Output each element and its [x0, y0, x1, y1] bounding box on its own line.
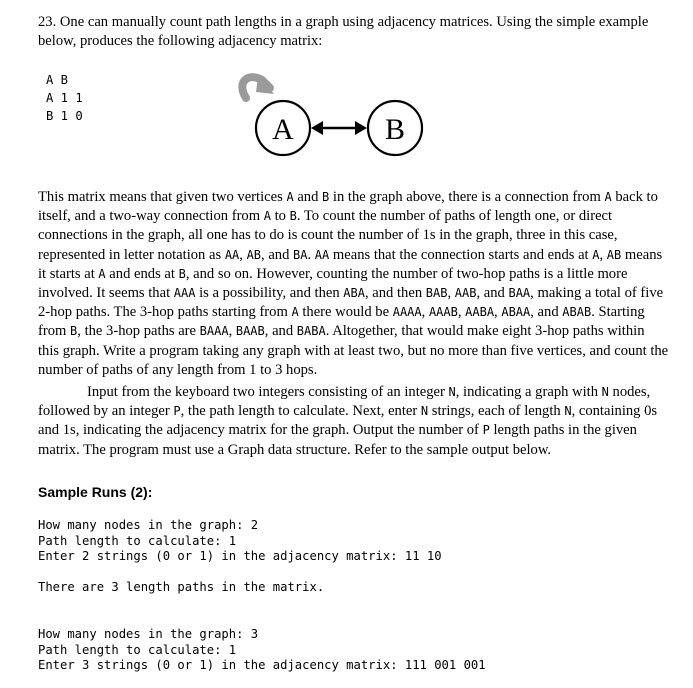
inline-code: N	[564, 404, 572, 419]
inline-code: BA	[293, 247, 308, 262]
inline-code: A	[263, 209, 271, 224]
text-run: , making a total of five	[530, 285, 664, 301]
paragraph-line	[38, 207, 612, 226]
inline-code: BAAA	[199, 324, 229, 339]
inline-code: P	[173, 404, 181, 419]
text-run: , and so on. However, counting the number of two-hop paths is a little more	[185, 265, 628, 282]
inline-code: B	[289, 209, 297, 224]
text-run: and ends at	[105, 265, 179, 282]
run2-enter-line: Enter 3 strings (0 or 1) in the adjacency matrix: 111 001 001	[38, 658, 486, 672]
text-run: ,	[421, 304, 429, 321]
paragraph-line	[38, 284, 663, 303]
text-run: followed by an integer	[38, 403, 174, 420]
text-run: means that the connection starts and ends at	[329, 246, 593, 263]
node-a-label: A	[272, 113, 294, 146]
text-run: , and then	[364, 285, 426, 301]
text-run: , indicating a graph with	[455, 384, 602, 400]
inline-code: AB	[606, 247, 622, 262]
text-run: itself, and a two-way connection from	[38, 208, 264, 225]
text-run: , containing 0s	[571, 403, 658, 420]
inline-code: B	[70, 324, 78, 339]
paragraph-line	[38, 361, 317, 380]
paragraph-line	[38, 246, 662, 265]
text-run: ,	[228, 323, 236, 340]
run1-result-line: There are 3 length paths in the matrix.	[38, 580, 325, 594]
inline-code: BAB	[425, 286, 448, 300]
text-run: represented in letter notation as	[38, 246, 225, 263]
inline-code: A	[98, 266, 106, 281]
text-run: from	[38, 323, 71, 340]
text-run: this graph. Write a program taking any graph with at least two, but no more than five vertices, and count the	[38, 342, 669, 359]
question-line-2: below, produces the following adjacency matrix:	[38, 33, 323, 49]
edge-arrowhead-right	[355, 121, 367, 135]
text-run: strings, each of length	[428, 403, 565, 420]
node-b-label: B	[384, 113, 406, 146]
matrix-row-a: A 1 1	[46, 91, 83, 105]
inline-code: N	[601, 385, 609, 399]
inline-code: A	[291, 305, 299, 320]
inline-code: B	[178, 266, 186, 281]
text-run: , and	[530, 304, 563, 321]
question-line-1: 23. One can manually count path lengths in a graph using adjacency matrices. Using the simple example	[38, 14, 649, 30]
sample-runs-heading: Sample Runs (2):	[38, 484, 153, 500]
inline-code: BAAB	[235, 324, 265, 339]
text-run: and 1s, indicating the adjacency matrix for the graph. Output the number of	[38, 422, 483, 439]
paragraph-line	[38, 441, 551, 460]
inline-code: N	[448, 385, 456, 399]
text-run: , and	[476, 285, 509, 301]
text-run: ,	[457, 304, 466, 321]
inline-code: B	[322, 190, 330, 204]
paragraph-line	[38, 322, 645, 341]
text-run: Input from the keyboard two integers consisting of an integer	[87, 384, 449, 400]
paragraph-line	[38, 188, 658, 207]
text-run: there would be	[298, 304, 393, 321]
text-run: , and	[261, 246, 294, 263]
matrix-header-row: A B	[46, 73, 69, 87]
inline-code: AAAA	[392, 305, 422, 320]
text-run: .	[307, 246, 315, 263]
inline-code: AABA	[465, 305, 495, 320]
inline-code: AAA	[173, 286, 196, 300]
text-run: , the path length to calculate. Next, enter	[180, 403, 421, 420]
text-run: ,	[599, 246, 607, 263]
text-run: , the 3-hop paths are	[77, 323, 200, 340]
run2-nodes-line: How many nodes in the graph: 3	[38, 627, 259, 641]
inline-code: A	[286, 190, 294, 204]
text-run: means	[621, 246, 663, 263]
edge-arrowhead-left	[311, 121, 323, 135]
text-run: . Starting	[591, 304, 645, 321]
paragraph-line	[87, 383, 650, 402]
inline-code: A	[592, 247, 600, 262]
text-run: number of paths of any length from 1 to 3 hops.	[38, 361, 318, 378]
text-run: This matrix means that given two vertices	[38, 189, 287, 205]
inline-code: ABAA	[501, 305, 531, 320]
text-run: nodes,	[608, 384, 651, 400]
inline-code: ABAB	[562, 305, 592, 320]
graph-diagram	[228, 68, 428, 163]
text-run: length paths in the given	[489, 422, 637, 439]
text-run: ,	[239, 246, 247, 263]
paragraph-line	[38, 226, 618, 245]
text-run: ,	[447, 285, 455, 301]
paragraph-line	[38, 303, 645, 322]
inline-code: AA	[314, 247, 330, 262]
inline-code: AAB	[454, 286, 477, 300]
paragraph-line	[38, 402, 657, 421]
text-run: . To count the number of paths of length one, or direct	[296, 208, 613, 225]
text-run: . Altogether, that would make eight 3-hop paths within	[325, 323, 645, 340]
paragraph-line	[38, 421, 637, 440]
paragraph-line	[38, 342, 668, 361]
inline-code: AAAB	[428, 305, 458, 320]
text-run: to	[270, 208, 290, 225]
paragraph-line	[38, 265, 627, 284]
run1-path-line: Path length to calculate: 1	[38, 534, 237, 548]
text-run: is a possibility, and then	[195, 285, 344, 301]
run2-path-line: Path length to calculate: 1	[38, 643, 237, 657]
inline-code: AA	[224, 247, 240, 262]
run1-enter-line: Enter 2 strings (0 or 1) in the adjacency matrix: 11 10	[38, 549, 442, 563]
text-run: 2-hop paths. The 3-hop paths starting from	[38, 304, 292, 321]
inline-code: BAA	[508, 286, 531, 300]
inline-code: BABA	[296, 324, 326, 339]
text-run: , and	[264, 323, 297, 340]
text-run: involved. It seems that	[38, 285, 174, 301]
text-run: in the graph above, there is a connection from	[329, 189, 605, 205]
text-run: it starts at	[38, 265, 99, 282]
text-run: matrix. The program must use a Graph data structure. Refer to the sample output below.	[38, 441, 552, 458]
inline-code: A	[604, 190, 612, 204]
inline-code: P	[482, 423, 490, 438]
matrix-row-b: B 1 0	[46, 109, 83, 123]
inline-code: N	[420, 404, 429, 419]
text-run: connections in the graph, all one has to do is count the number of 1s in the graph, three in this case,	[38, 227, 618, 244]
text-run: and	[293, 189, 323, 205]
text-run: back to	[611, 189, 658, 205]
inline-code: AB	[246, 247, 262, 262]
run1-nodes-line: How many nodes in the graph: 2	[38, 518, 259, 532]
text-run: ,	[494, 304, 502, 321]
inline-code: ABA	[343, 286, 365, 300]
